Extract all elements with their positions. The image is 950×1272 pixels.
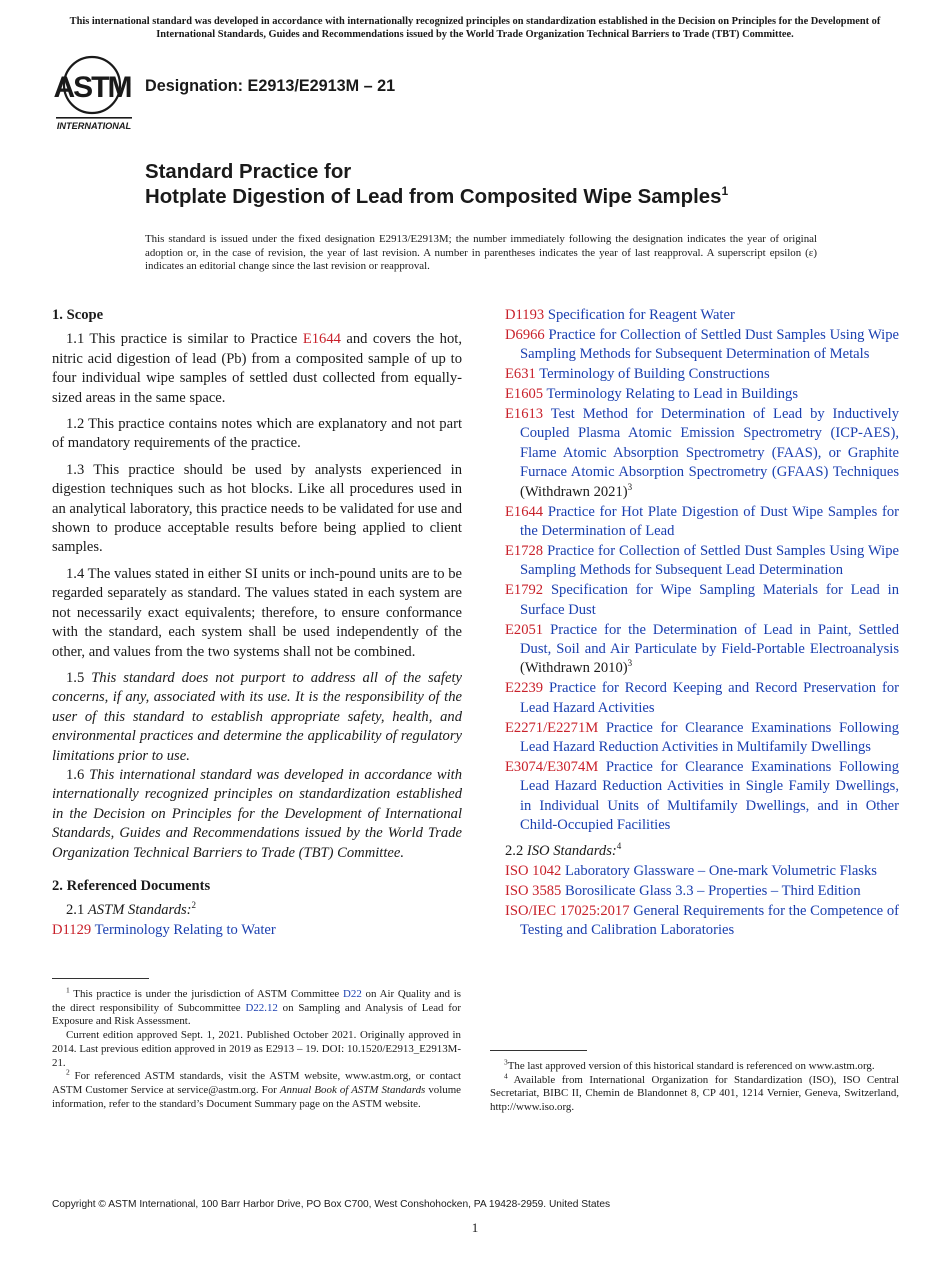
- fn1-text-c: on Sampling and Analysis of Lead for Exposure and Risk Assessment.: [52, 1001, 461, 1028]
- fn2-text-a: For referenced ASTM standards, visit the ASTM website, www.astm.org, or contact ASTM Customer Service at service@astm.org. For: [52, 1070, 461, 1096]
- ref-designation[interactable]: D1193: [505, 307, 545, 323]
- tbt-notice: This international standard was developed in accordance with internationally recognized principles on standardization established in the Decision on Principles for the Development of International Standards, Guides and Recommendations issued by the World Trade Organization Technical Barriers to Trade (TBT) Committee.: [69, 16, 881, 40]
- ref-status-note: (Withdrawn 2021): [520, 483, 628, 500]
- iso-standards-label: [505, 842, 899, 861]
- fn1-sup: 1: [66, 985, 70, 995]
- ref-title[interactable]: Borosilicate Glass 3.3 – Properties – Third Edition: [565, 882, 861, 899]
- scope-1-1-rest: and covers the hot, nitric acid digestion of lead (Pb) from a composited sample of up to four individual wipe samples of settled dust collected from equally-sized areas in the same space.: [52, 331, 462, 406]
- scope-heading: 1. Scope: [52, 307, 104, 323]
- reference-item: [505, 385, 899, 404]
- ref-title[interactable]: Terminology Relating to Lead in Buildings: [546, 386, 798, 403]
- ref-title[interactable]: General Requirements for the Competence of Testing and Calibration Laboratories: [520, 902, 899, 939]
- ref-d1129: [52, 921, 462, 940]
- page-number: 1: [471, 1220, 479, 1235]
- reference-item: [505, 542, 899, 581]
- scope-1-6: [52, 766, 462, 863]
- footnote-4: [490, 1071, 899, 1115]
- astm-label-num: 2.1: [66, 902, 88, 919]
- ref-title[interactable]: Practice for Record Keeping and Record Preservation for Lead Hazard Activities: [520, 680, 899, 716]
- astm-reference-list: [505, 306, 899, 835]
- scope-1-1-text: 1.1 This practice is similar to Practice: [66, 331, 303, 348]
- scope-1-4: 1.4 The values stated in either SI units or inch-pound units are to be regarded separately as standard. The values stated in each system are not necessarily exact equivalents; therefore, to ensure conformance with the standard, each system shall be used independently of the other, and values from the two systems shall not be combined.: [52, 565, 462, 660]
- ref-designation[interactable]: D1129: [52, 921, 92, 938]
- reference-item: [505, 365, 899, 384]
- reference-item: [505, 306, 899, 325]
- reference-item: [505, 621, 899, 679]
- ref-designation[interactable]: E2239: [505, 680, 544, 697]
- ref-title[interactable]: Terminology Relating to Water: [94, 921, 276, 938]
- title-footnote-ref: 1: [721, 184, 729, 199]
- iso-label-sup: 4: [616, 841, 622, 852]
- page-title: [145, 160, 728, 210]
- logo-letters: ASTM: [53, 71, 131, 104]
- ref-status-note: (Withdrawn 2010): [520, 660, 628, 677]
- fn3-text: The last approved version of this historical standard is referenced on www.astm.org.: [507, 1060, 875, 1072]
- ref-title[interactable]: Terminology of Building Constructions: [539, 366, 770, 383]
- reference-item: [505, 581, 899, 620]
- ref-footnote-ref: 3: [627, 481, 633, 492]
- logo-caption: INTERNATIONAL: [56, 121, 132, 131]
- ref-title[interactable]: Practice for Clearance Examinations Following Lead Hazard Reduction Activities in Single Family Dwellings, in Individual Units of Multifamily Dwellings, and in Other Child-Occupied Facilities: [520, 758, 899, 834]
- scope-1-2: 1.2 This practice contains notes which are explanatory and not part of mandatory requirements of the practice.: [52, 416, 462, 452]
- issuance-statement: This standard is issued under the fixed designation E2913/E2913M; the number immediately following the designation indicates the year of original adoption or, in the case of revision, the year of last revision. A number in parentheses indicates the year of last reapproval. A superscript epsilon (ε) indicates an editorial change since the last revision or reapproval.: [145, 233, 817, 273]
- title-line-1: Standard Practice for: [145, 161, 352, 183]
- fn2-sup: 2: [66, 1067, 70, 1077]
- reference-item: [505, 862, 899, 881]
- ref-title[interactable]: Practice for the Determination of Lead in Paint, Settled Dust, Soil and Air Particulate by Field-Portable Electroanalysis: [520, 621, 899, 657]
- footnote-rule-left: [52, 978, 149, 979]
- ref-title[interactable]: Practice for Collection of Settled Dust Samples Using Wipe Sampling Methods for Subsequent Lead Determination: [520, 542, 899, 579]
- fn1-text-b: on Air Quality and is the direct responsibility of Subcommittee: [52, 988, 462, 1014]
- ref-designation[interactable]: E1613: [505, 406, 544, 423]
- scope-1-1: [52, 330, 462, 408]
- ref-title[interactable]: Specification for Reagent Water: [547, 307, 735, 323]
- scope-1-5: [52, 669, 462, 766]
- ref-designation[interactable]: E1605: [505, 386, 544, 403]
- iso-label-num: 2.2: [505, 843, 527, 860]
- reference-item: [505, 719, 899, 758]
- footnotes-left: [52, 985, 462, 1111]
- ref-title[interactable]: Practice for Collection of Settled Dust Samples Using Wipe Sampling Methods for Subsequent Determination of Metals: [520, 326, 899, 363]
- reference-item: [505, 503, 899, 542]
- left-column: [52, 306, 462, 941]
- scope-1-5-num: 1.5: [66, 669, 92, 686]
- fn4-sup: 4: [504, 1071, 508, 1081]
- ref-designation[interactable]: E1728: [505, 542, 544, 559]
- title-main: Hotplate Digestion of Lead from Composited Wipe Samples: [145, 186, 722, 208]
- ref-designation[interactable]: E3074/E3074M: [505, 758, 599, 775]
- ref-designation[interactable]: ISO 3585: [505, 882, 562, 899]
- ref-title[interactable]: Test Method for Determination of Lead by Inductively Coupled Plasma Atomic Emission Spectrometry (ICP-AES), Flame Atomic Absorption Spectrometry (FAAS), or Graphite Furnace Atomic Absorption Spectrometry (GFAAS) Techniques: [520, 406, 899, 481]
- footnote-3: [490, 1057, 899, 1074]
- reference-item: [505, 882, 899, 901]
- ref-designation[interactable]: E2051: [505, 621, 544, 638]
- refdocs-heading: 2. Referenced Documents: [52, 877, 211, 894]
- d22-link[interactable]: D22: [343, 988, 362, 1000]
- ref-designation[interactable]: E1644: [505, 503, 544, 520]
- footnote-rule-right: [490, 1050, 587, 1051]
- astm-logo-mark: [52, 54, 136, 134]
- astm-label-text: ASTM Standards:: [87, 902, 192, 919]
- footnote-1-edition: Current edition approved Sept. 1, 2021. Published October 2021. Originally approved in 2014. Last previous edition approved in 2019 as E2913 – 19. DOI: 10.1520/E2913_E2913M-21.: [52, 1029, 461, 1069]
- ref-footnote-ref: 3: [627, 658, 633, 669]
- e1644-link[interactable]: E1644: [302, 331, 341, 348]
- footnote-1: [52, 985, 462, 1029]
- title-line-2: [145, 185, 728, 210]
- reference-item: [505, 758, 899, 836]
- fn3-sup: 3: [504, 1057, 508, 1067]
- reference-item: [505, 405, 899, 502]
- fn4-text: Available from International Organization for Standardization (ISO), ISO Central Secretariat, BIBC II, Chemin de Blandonnet 8, CP 401, 1214 Vernier, Geneva, Switzerland, http://www.iso.org.: [490, 1073, 899, 1114]
- astm-label-sup: 2: [191, 900, 197, 911]
- ref-title[interactable]: Laboratory Glassware – One-mark Volumetric Flasks: [565, 862, 877, 879]
- ref-title[interactable]: Specification for Wipe Sampling Materials for Lead in Surface Dust: [520, 582, 899, 618]
- ref-title[interactable]: Practice for Hot Plate Digestion of Dust Wipe Samples for the Determination of Lead: [520, 503, 899, 539]
- ref-designation[interactable]: ISO/IEC 17025:2017: [505, 902, 630, 919]
- scope-1-5-text: This standard does not purport to address all of the safety concerns, if any, associated with its use. It is the responsibility of the user of this standard to establish appropriate safety, health, and environmental practices and determine the applicability of regulatory limitations prior to use.: [52, 669, 462, 764]
- footnotes-right: [490, 1057, 899, 1115]
- scope-1-6-text: This international standard was developed in accordance with internationally recognized principles on standardization established in the Decision on Principles for the Development of International Standards, Guides and Recommendations issued by the World Trade Organization Technical Barriers to Trade (TBT) Committee.: [52, 766, 463, 861]
- reference-item: [505, 679, 899, 718]
- fn1-text-a: This practice is under the jurisdiction of ASTM Committee: [69, 988, 344, 1000]
- ref-designation[interactable]: ISO 1042: [505, 862, 562, 879]
- footnote-2: [52, 1067, 462, 1111]
- scope-1-3: 1.3 This practice should be used by analysts experienced in digestion techniques such as hot blocks. Like all procedures used in an analytical laboratory, this practice needs to be validated for use and shown to produce acceptable results before being applied to client samples.: [52, 461, 462, 556]
- astm-standards-label: [52, 901, 462, 920]
- d22-12-link[interactable]: D22.12: [245, 1001, 278, 1014]
- astm-logo: [52, 54, 136, 134]
- ref-designation[interactable]: E631: [505, 366, 536, 383]
- reference-item: [505, 902, 899, 941]
- designation: Designation: E2913/E2913M – 21: [145, 77, 396, 95]
- copyright: Copyright © ASTM International, 100 Barr Harbor Drive, PO Box C700, West Conshohocken, PA 19428-2959. United States: [52, 1199, 611, 1210]
- ref-title[interactable]: Practice for Clearance Examinations Following Lead Hazard Reduction Activities in Multifamily Dwellings: [520, 719, 899, 755]
- iso-reference-list: [505, 862, 899, 941]
- fn2-text-b: volume information, refer to the standard’s Document Summary page on the ASTM website.: [52, 1083, 462, 1110]
- fn2-italic: Annual Book of ASTM Standards: [279, 1083, 426, 1096]
- ref-designation[interactable]: D6966: [505, 326, 545, 343]
- right-column: [505, 306, 899, 941]
- ref-designation[interactable]: E2271/E2271M: [505, 719, 599, 736]
- ref-designation[interactable]: E1792: [505, 582, 544, 599]
- reference-item: [505, 326, 899, 365]
- iso-label-text: ISO Standards:: [526, 843, 617, 860]
- scope-1-6-num: 1.6: [66, 766, 90, 783]
